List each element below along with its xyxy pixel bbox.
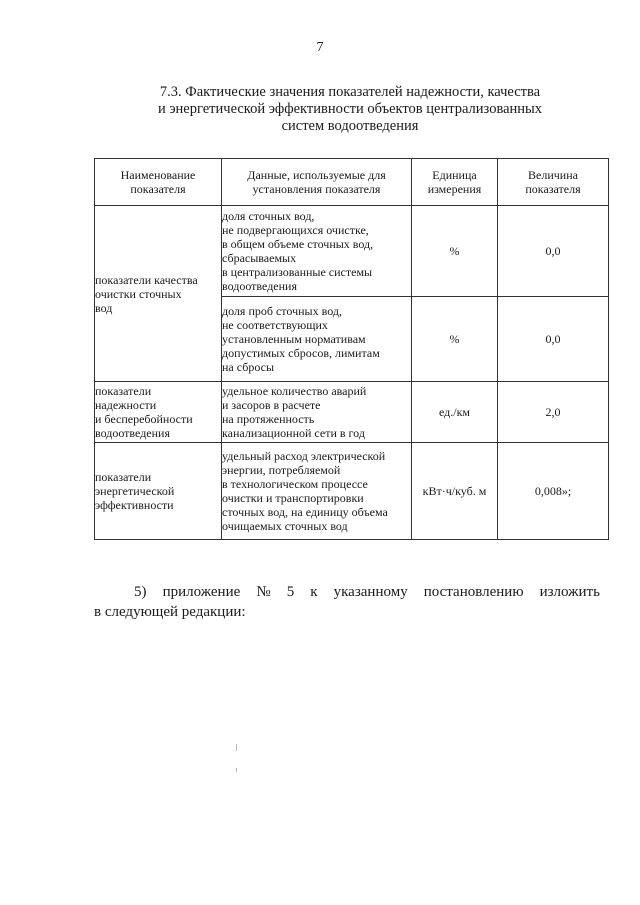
section-title [100,84,600,135]
amendment-paragraph [94,582,600,622]
value-cell: 0,0 [498,297,609,382]
scan-speck [236,768,237,772]
value-cell: 0,008»; [498,443,609,540]
indicators-table [94,158,609,540]
source-data-cell: доля сточных вод, не подвергающихся очистке, в общем объеме сточных вод, сбрасываемых в централизованные системы водоотведения [222,206,412,297]
paragraph-line-1: 5) приложение № 5 к указанному постановлению изложить [134,584,600,600]
unit-cell: кВт·ч/куб. м [412,443,498,540]
table-row [95,206,609,297]
indicator-name-cell: показатели надежности и бесперебойности водоотведения [95,382,222,443]
source-data-cell: доля проб сточных вод, не соответствующих установленным нормативам допустимых сбросов, лимитам на сбросы [222,297,412,382]
section-title-line-3: систем водоотведения [281,118,419,134]
value-cell: 0,0 [498,206,609,297]
table-row [95,382,609,443]
header-unit: Единица измерения [412,159,498,206]
paragraph-line-2: в следующей редакции: [94,604,246,620]
page-number: 7 [316,40,324,55]
scan-speck [236,744,237,751]
unit-cell: ед./км [412,382,498,443]
table-row [95,443,609,540]
header-indicator-name: Наименование показателя [95,159,222,206]
header-source-data: Данные, используемые для установления показателя [222,159,412,206]
source-data-cell: удельное количество аварий и засоров в расчете на протяженность канализационной сети в год [222,382,412,443]
unit-cell: % [412,206,498,297]
header-value: Величина показателя [498,159,609,206]
section-title-line-2: и энергетической эффективности объектов централизованных [157,101,543,117]
section-title-line-1: 7.3. Фактические значения показателей надежности, качества [159,84,541,100]
indicator-name-cell: показатели качества очистки сточных вод [95,206,222,382]
table-header-row [95,159,609,206]
source-data-cell: удельный расход электрической энергии, потребляемой в технологическом процессе очистки и транспортировки сточных вод, на единицу объема очищаемых сточных вод [222,443,412,540]
unit-cell: % [412,297,498,382]
indicator-name-cell: показатели энергетической эффективности [95,443,222,540]
value-cell: 2,0 [498,382,609,443]
